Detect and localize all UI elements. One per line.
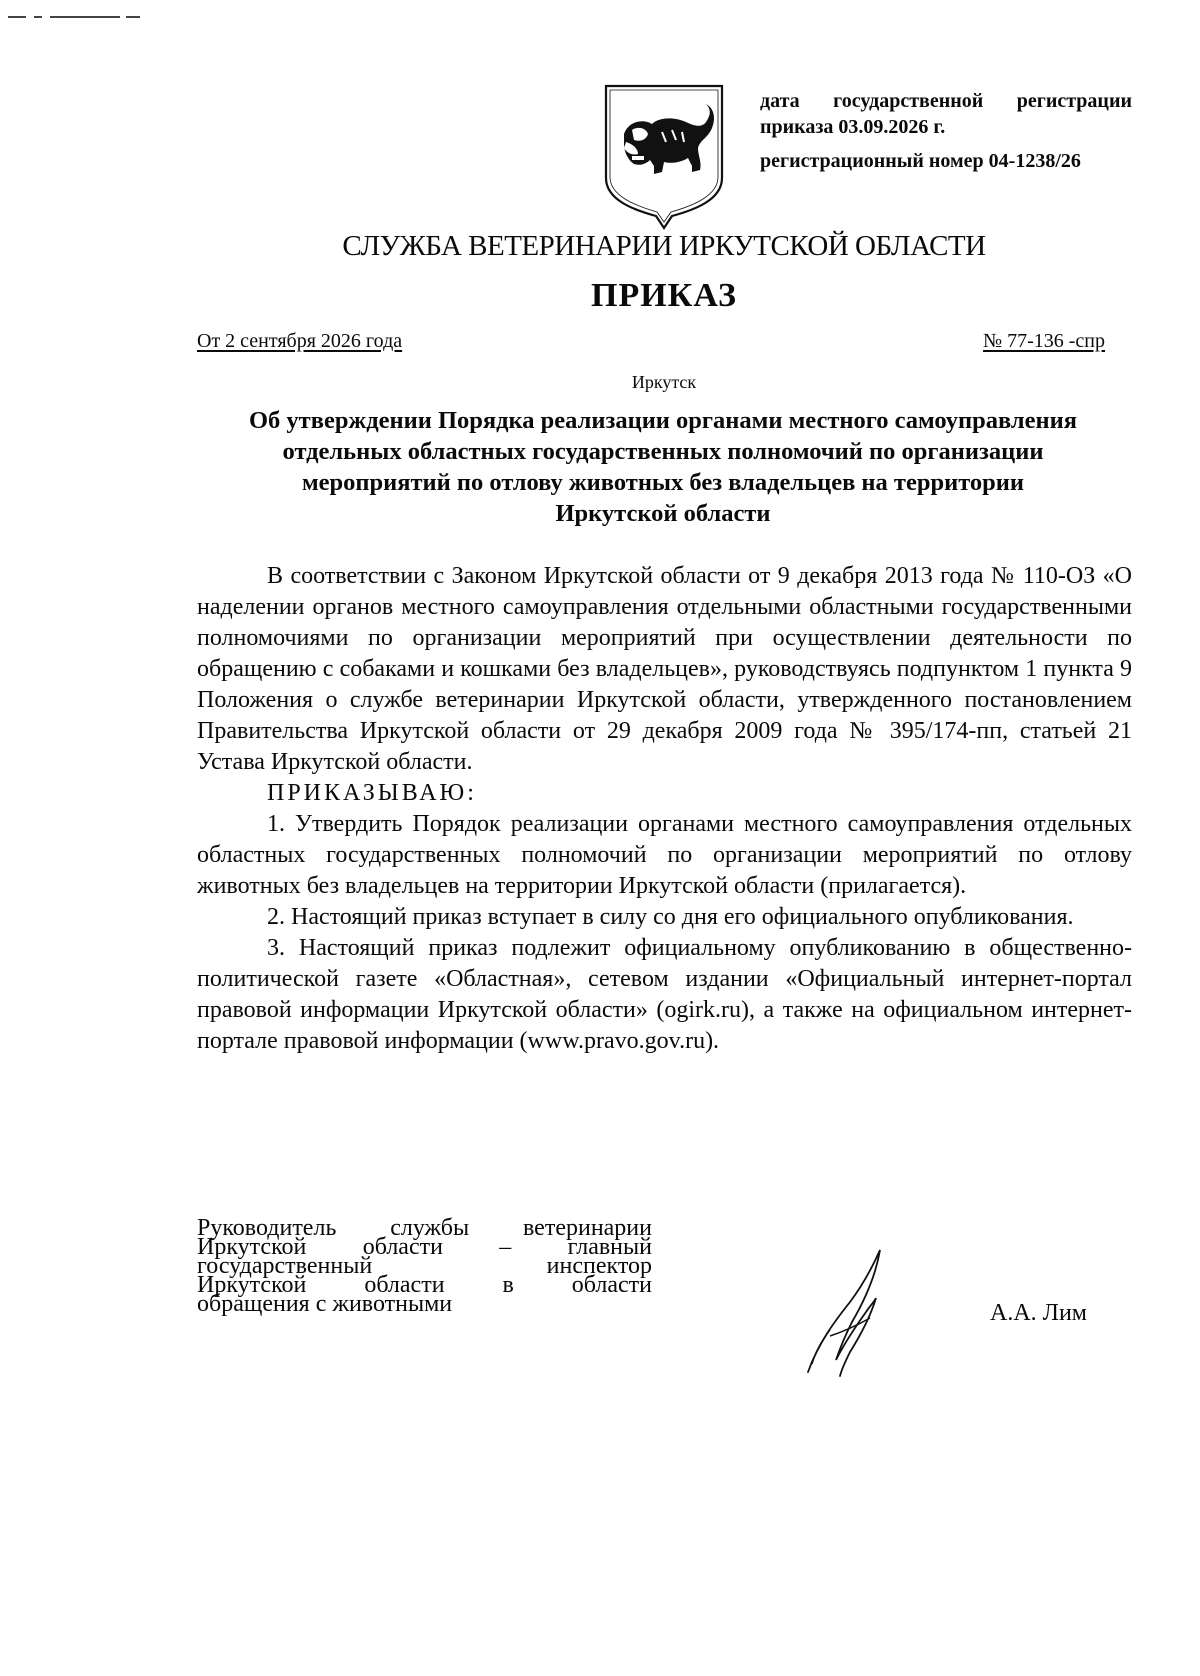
signatory-title-line: обращения с животными — [197, 1291, 453, 1317]
registration-number: регистрационный номер 04-1238/26 — [760, 150, 1081, 172]
order-item-3: 3. Настоящий приказ подлежит официальному опубликованию в общественно-политической газете «Областная», сетевом издании «Официальный интернет-портал правовой информации Иркутской области» (ogirk.ru), а также на официальном интернет-портале правовой информации (www.pravo.gov.ru). — [197, 935, 1132, 1054]
order-body — [197, 561, 1132, 1057]
order-item-1: 1. Утвердить Порядок реализации органами местного самоуправления отдельных областных государственных полномочий по организации мероприятий по отлову животных без владельцев на территории Иркутской области (прилагается). — [197, 811, 1132, 899]
preamble-paragraph: В соответствии с Законом Иркутской области от 9 декабря 2013 года № 110-ОЗ «О наделении органов местного самоуправления отдельными областными государственными полномочиями по организации мероприятий при осуществлении деятельности по обращению с собаками и кошками без владельцев», руководствуясь подпунктом 1 пункта 9 Положения о службе ветеринарии Иркутской области, утвержденного постановлением Правительства Иркутской области от 29 декабря 2009 года № 395/174-пп, статьей 21 Устава Иркутской области. — [197, 563, 1132, 775]
order-number: № 77-136 -спр — [983, 330, 1105, 352]
handwritten-signature — [800, 1240, 910, 1380]
signatory-title-line: Руководитель службы ветеринарии — [197, 1215, 652, 1241]
order-item-2: 2. Настоящий приказ вступает в силу со дня его официального опубликования. — [267, 904, 1074, 930]
order-date: От 2 сентября 2026 года — [197, 330, 403, 352]
registration-block — [760, 88, 1132, 174]
registration-date: приказа 03.09.2026 г. — [760, 116, 946, 138]
document-type: ПРИКАЗ — [591, 277, 737, 314]
signatory-title-line: Иркутской области в области — [197, 1272, 652, 1298]
organization-title: СЛУЖБА ВЕТЕРИНАРИИ ИРКУТСКОЙ ОБЛАСТИ — [342, 230, 986, 262]
scan-artifact — [8, 16, 148, 18]
signatory-title-line: государственный инспектор — [197, 1253, 652, 1279]
subject-line: мероприятий по отлову животных без владельцев на территории — [301, 469, 1025, 496]
subject-line: Об утверждении Порядка реализации органами местного самоуправления — [249, 407, 1077, 434]
subject-line: отдельных областных государственных полномочий по организации — [282, 438, 1044, 465]
signatory-title-line: Иркутской области – главный — [197, 1234, 652, 1260]
signer-name: А.А. Лим — [990, 1300, 1087, 1326]
registration-date-label: дата государственной регистрации — [760, 90, 1132, 112]
order-word: ПРИКАЗЫВАЮ: — [267, 780, 477, 806]
order-subject — [195, 405, 1131, 529]
city: Иркутск — [631, 372, 697, 392]
subject-line: Иркутской области — [555, 500, 771, 527]
coat-of-arms-icon — [602, 82, 726, 232]
signatory-title — [197, 1215, 652, 1317]
